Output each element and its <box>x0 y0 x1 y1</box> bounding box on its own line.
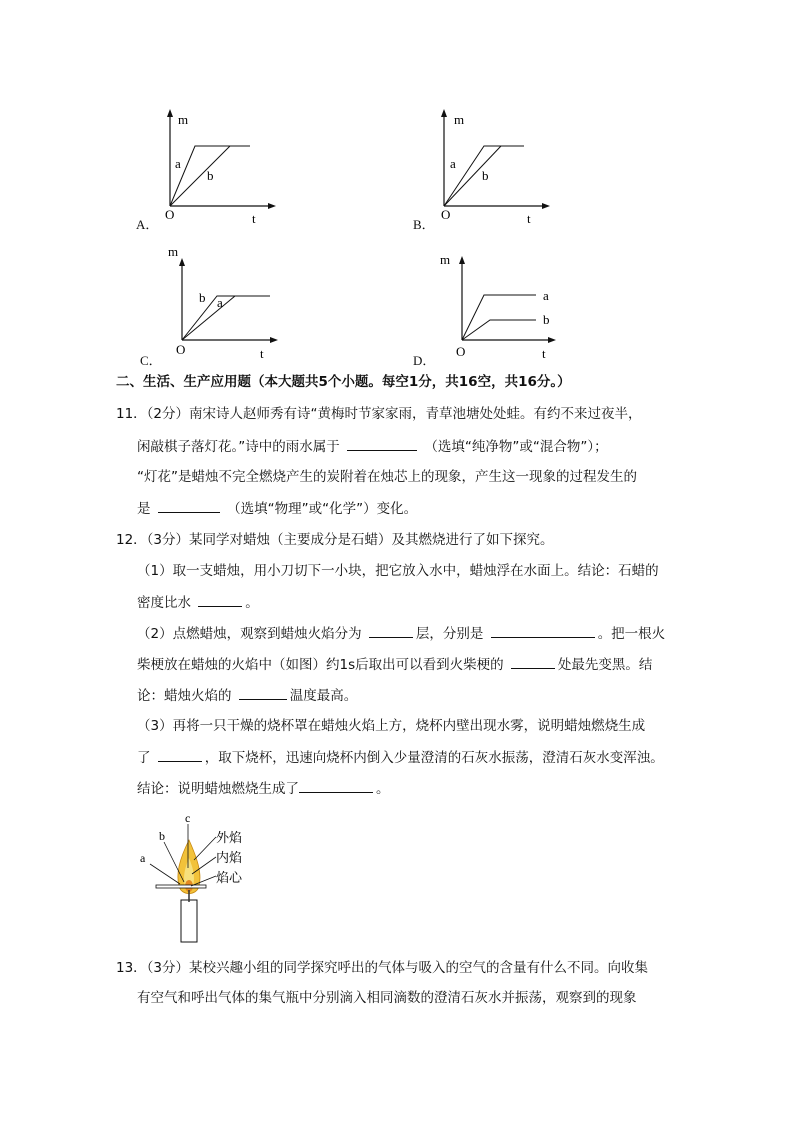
graph-a-svg <box>150 106 280 226</box>
q12-blank-6[interactable] <box>158 747 202 762</box>
graph-d-y-label: m <box>440 252 451 267</box>
option-c-label: C． <box>140 353 162 368</box>
graph-option-d <box>440 250 570 366</box>
figure-label-c: c <box>185 812 191 825</box>
q12-part1-text: 密度比水 <box>137 595 191 611</box>
q12-part2-text-g: 温度最高。 <box>289 688 358 704</box>
candle-flame-figure <box>134 812 254 944</box>
figure-label-flame-core: 焰心 <box>216 870 243 885</box>
graph-b-y-label: m <box>454 112 465 127</box>
q11-line-4-tail: （选填“物理”或“化学”）变化。 <box>227 501 418 517</box>
q13-line-1: 13．（3分）某校兴趣小组的同学探究呼出的气体与吸入的空气的含量有什么不同。向收集 <box>116 960 649 976</box>
section-title: 二、生活、生产应用题（本大题共5个小题。每空1分，共16空，共16分。） <box>116 374 571 390</box>
figure-label-b: b <box>159 829 165 843</box>
q12-part2-text-e: 处最先变黑。结 <box>557 657 653 673</box>
graph-a-line-b: b <box>207 168 214 183</box>
graph-a-line-a: a <box>175 156 181 171</box>
q12-part3-text-c: ，取下烧杯，迅速向烧杯内倒入少量澄清的石灰水振荡，澄清石灰水变浑浊。 <box>204 750 664 766</box>
option-d-label: D． <box>413 353 436 368</box>
q12-blank-2[interactable] <box>369 623 413 638</box>
q12-part2-line-3 <box>137 685 357 706</box>
candle-flame-svg <box>134 812 254 944</box>
graph-option-c <box>162 242 292 366</box>
graph-d-x-label: t <box>542 346 546 361</box>
q12-blank-7[interactable] <box>299 778 373 793</box>
graph-c-y-label: m <box>168 244 179 259</box>
graph-a-y-label: m <box>178 112 189 127</box>
q11-line-1: 11．（2分）南宋诗人赵师秀有诗“黄梅时节家家雨，青草池塘处处蛙。有约不来过夜半， <box>116 406 642 422</box>
q12-part1-end: 。 <box>245 595 259 611</box>
q11-line-4-head: 是 <box>137 501 151 517</box>
graph-d-line-a: a <box>543 288 549 303</box>
graph-c-origin: O <box>176 342 186 357</box>
graph-a-x-label: t <box>252 211 256 226</box>
q11-line-2-tail: （选填“纯净物”或“混合物”）； <box>424 439 608 455</box>
graph-c-svg <box>162 242 292 366</box>
q12-part3-line-1: （3）再将一只干燥的烧杯罩在蜡烛火焰上方，烧杯内壁出现水雾，说明蜡烛燃烧生成 <box>137 718 646 734</box>
q12-part2-line-2 <box>137 654 652 675</box>
graph-c-x-label: t <box>260 346 264 361</box>
graph-b-line-b: b <box>482 168 489 183</box>
q12-part2-text-f: 论：蜡烛火焰的 <box>137 688 232 704</box>
graph-d-origin: O <box>456 344 466 359</box>
q11-line-2-text: 闲敲棋子落灯花。”诗中的雨水属于 <box>137 439 340 455</box>
figure-label-inner-flame: 内焰 <box>216 850 243 865</box>
q12-blank-5[interactable] <box>239 685 287 700</box>
graph-d-svg <box>440 250 570 366</box>
q12-part2-text-b: 层，分别是 <box>415 626 484 642</box>
q12-part3-line-2 <box>137 747 664 768</box>
q12-part1-line-2 <box>137 592 259 613</box>
graph-b-origin: O <box>441 207 451 222</box>
graph-c-line-b: b <box>199 290 206 305</box>
q12-blank-4[interactable] <box>511 654 555 669</box>
q11-line-4 <box>137 498 417 519</box>
q12-part1-line-1: （1）取一支蜡烛，用小刀切下一小块，把它放入水中，蜡烛浮在水面上。结论：石蜡的 <box>137 563 659 579</box>
q12-blank-1[interactable] <box>198 592 242 607</box>
graph-b-svg <box>424 106 554 226</box>
q12-blank-3[interactable] <box>491 623 595 638</box>
option-a-label: A． <box>136 217 159 232</box>
graph-d-line-b: b <box>543 312 550 327</box>
q12-part3-text-d: 结论：说明蜡烛燃烧生成了 <box>137 781 299 797</box>
q13-line-2: 有空气和呼出气体的集气瓶中分别滴入相同滴数的澄清石灰水并振荡，观察到的现象 <box>137 990 637 1006</box>
q11-line-3: “灯花”是蜡烛不完全燃烧产生的炭附着在烛芯上的现象，产生这一现象的过程发生的 <box>137 469 637 485</box>
q12-part2-line-1 <box>137 623 665 644</box>
option-b-label: B． <box>413 217 435 232</box>
q12-part3-text-e: 。 <box>376 781 390 797</box>
graph-b-x-label: t <box>527 211 531 226</box>
graph-a-origin: O <box>165 207 175 222</box>
graph-b-line-a: a <box>450 156 456 171</box>
q11-blank-1[interactable] <box>347 436 417 451</box>
q12-part3-text-b: 了 <box>137 750 151 766</box>
q12-part2-text-a: （2）点燃蜡烛，观察到蜡烛火焰分为 <box>137 626 362 642</box>
q12-part2-text-c: 。把一根火 <box>597 626 666 642</box>
graph-c-line-a: a <box>217 295 223 310</box>
q11-blank-2[interactable] <box>158 498 220 513</box>
graph-option-b <box>424 106 554 226</box>
q12-part3-line-3 <box>137 778 390 799</box>
q11-line-2 <box>137 436 608 457</box>
q12-line-1: 12．（3分）某同学对蜡烛（主要成分是石蜡）及其燃烧进行了如下探究。 <box>116 532 554 548</box>
graph-option-a <box>150 106 280 226</box>
figure-label-outer-flame: 外焰 <box>216 830 243 845</box>
figure-label-a: a <box>140 851 146 865</box>
q12-part2-text-d: 柴梗放在蜡烛的火焰中（如图）约1s后取出可以看到火柴梗的 <box>137 657 504 673</box>
